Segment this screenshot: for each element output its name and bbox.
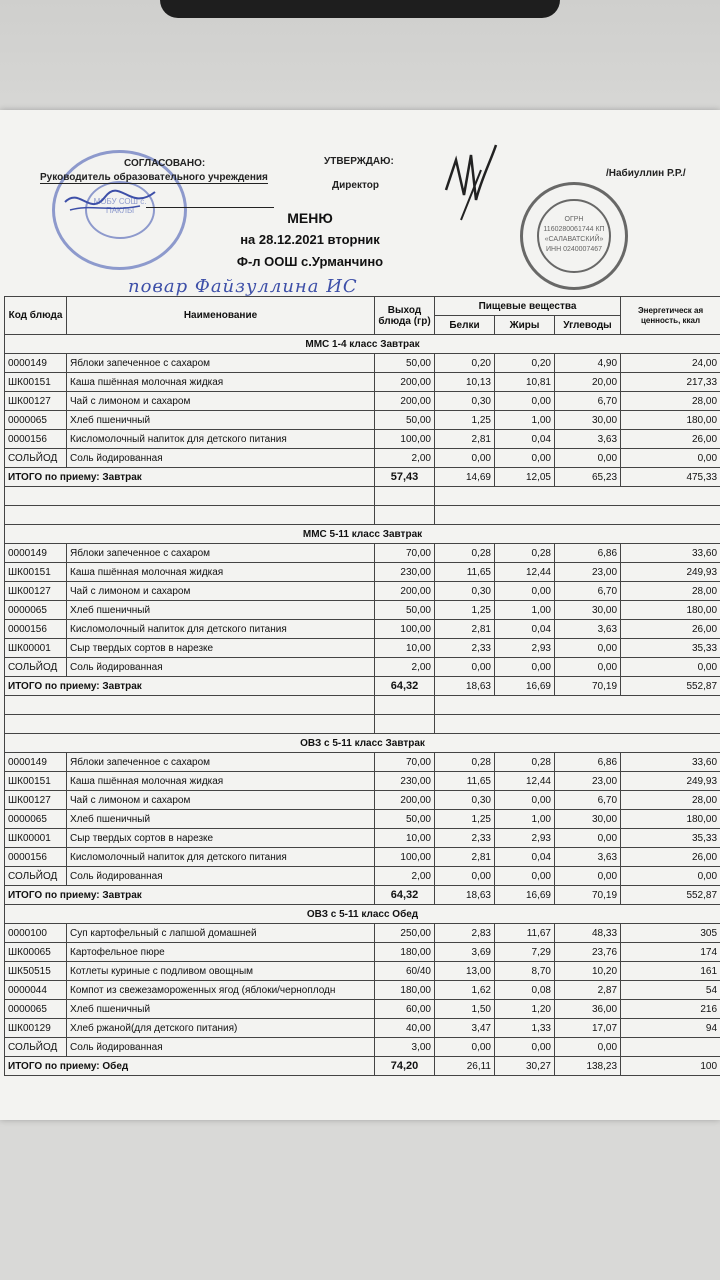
dish-name: Кисломолочный напиток для детского питания: [67, 620, 375, 639]
dish-carbs: 0,00: [555, 829, 621, 848]
dish-carbs: 0,00: [555, 658, 621, 677]
total-protein: 18,63: [435, 886, 495, 905]
total-yield: 64,32: [375, 886, 435, 905]
dish-protein: 0,00: [435, 867, 495, 886]
dish-protein: 10,13: [435, 373, 495, 392]
total-carbs: 70,19: [555, 677, 621, 696]
total-label: ИТОГО по приему: Завтрак: [5, 886, 375, 905]
dish-protein: 3,47: [435, 1019, 495, 1038]
dish-carbs: 17,07: [555, 1019, 621, 1038]
cook-handwriting: повар Файзуллина ИС: [128, 276, 358, 297]
dish-name: Кисломолочный напиток для детского питания: [67, 430, 375, 449]
total-yield: 74,20: [375, 1057, 435, 1076]
dish-fat: 1,00: [495, 601, 555, 620]
table-row: [5, 1038, 720, 1057]
table-row: [5, 582, 720, 601]
dish-yield: 10,00: [375, 639, 435, 658]
col-yield: Выход блюда (гр): [375, 297, 435, 335]
dish-yield: 3,00: [375, 1038, 435, 1057]
dish-fat: 8,70: [495, 962, 555, 981]
empty-row: [5, 696, 720, 715]
dish-energy: 180,00: [621, 601, 720, 620]
dish-name: Суп картофельный с лапшой домашней: [67, 924, 375, 943]
dish-protein: 0,00: [435, 449, 495, 468]
dish-energy: 35,33: [621, 639, 720, 658]
total-yield: 57,43: [375, 468, 435, 487]
dish-yield: 70,00: [375, 544, 435, 563]
dish-code: СОЛЬЙОД: [5, 658, 67, 677]
col-protein: Белки: [435, 316, 495, 335]
dish-carbs: 6,86: [555, 753, 621, 772]
document-title: МЕНЮ: [287, 210, 333, 226]
total-protein: 26,11: [435, 1057, 495, 1076]
dish-yield: 50,00: [375, 411, 435, 430]
table-row: [5, 373, 720, 392]
empty-cell: [5, 696, 375, 715]
dish-carbs: 30,00: [555, 601, 621, 620]
dish-protein: 2,33: [435, 639, 495, 658]
approved-label: СОГЛАСОВАНО:: [124, 158, 206, 169]
dish-energy: 94: [621, 1019, 720, 1038]
dish-energy: 0,00: [621, 449, 720, 468]
table-row: [5, 943, 720, 962]
empty-row: [5, 506, 720, 525]
dish-protein: 1,50: [435, 1000, 495, 1019]
empty-cell: [5, 715, 375, 734]
approve-label: УТВЕРЖДАЮ:: [324, 156, 394, 167]
dish-protein: 0,00: [435, 658, 495, 677]
dish-code: ШК00127: [5, 582, 67, 601]
table-row: [5, 962, 720, 981]
dish-yield: 200,00: [375, 373, 435, 392]
dish-code: 0000065: [5, 411, 67, 430]
dish-carbs: 10,20: [555, 962, 621, 981]
dish-protein: 1,62: [435, 981, 495, 1000]
total-energy: 552,87: [621, 677, 720, 696]
col-code: Код блюда: [5, 297, 67, 335]
total-carbs: 70,19: [555, 886, 621, 905]
table-row: [5, 449, 720, 468]
dish-energy: 24,00: [621, 354, 720, 373]
dish-yield: 250,00: [375, 924, 435, 943]
dish-carbs: 23,00: [555, 772, 621, 791]
dish-carbs: 30,00: [555, 411, 621, 430]
table-row: [5, 829, 720, 848]
table-row: [5, 411, 720, 430]
dish-fat: 0,28: [495, 753, 555, 772]
dish-code: 0000065: [5, 601, 67, 620]
section-header-row: [5, 734, 720, 753]
dish-energy: 26,00: [621, 620, 720, 639]
dish-protein: 0,28: [435, 544, 495, 563]
dish-yield: 70,00: [375, 753, 435, 772]
dish-fat: 0,00: [495, 1038, 555, 1057]
dish-fat: 1,00: [495, 810, 555, 829]
dish-code: 0000156: [5, 620, 67, 639]
total-fat: 16,69: [495, 886, 555, 905]
dish-name: Хлеб ржаной(для детского питания): [67, 1019, 375, 1038]
dish-code: 0000156: [5, 848, 67, 867]
dish-name: Яблоки запеченное с сахаром: [67, 354, 375, 373]
dish-code: ШК00129: [5, 1019, 67, 1038]
table-row: [5, 1019, 720, 1038]
dish-energy: [621, 1038, 720, 1057]
total-fat: 30,27: [495, 1057, 555, 1076]
school-stamp-text: МОБУ СОШ с. ПАКЛЫ: [85, 181, 155, 239]
dish-name: Сыр твердых сортов в нарезке: [67, 639, 375, 658]
table-row: [5, 354, 720, 373]
dish-fat: 1,33: [495, 1019, 555, 1038]
table-row: [5, 791, 720, 810]
total-carbs: 65,23: [555, 468, 621, 487]
total-energy: 100: [621, 1057, 720, 1076]
dish-fat: 10,81: [495, 373, 555, 392]
dish-yield: 180,00: [375, 981, 435, 1000]
total-energy: 552,87: [621, 886, 720, 905]
dish-carbs: 23,76: [555, 943, 621, 962]
col-carbs: Углеводы: [555, 316, 621, 335]
table-row: [5, 753, 720, 772]
dish-protein: 0,20: [435, 354, 495, 373]
dish-energy: 217,33: [621, 373, 720, 392]
dish-name: Хлеб пшеничный: [67, 601, 375, 620]
total-protein: 18,63: [435, 677, 495, 696]
dish-fat: 0,04: [495, 430, 555, 449]
dish-yield: 180,00: [375, 943, 435, 962]
dish-fat: 0,00: [495, 582, 555, 601]
dish-carbs: 6,70: [555, 791, 621, 810]
dish-energy: 0,00: [621, 658, 720, 677]
total-carbs: 138,23: [555, 1057, 621, 1076]
dish-yield: 100,00: [375, 620, 435, 639]
dish-code: 0000149: [5, 753, 67, 772]
dish-fat: 11,67: [495, 924, 555, 943]
dish-name: Соль йодированная: [67, 867, 375, 886]
dish-protein: 2,81: [435, 848, 495, 867]
dish-fat: 1,00: [495, 411, 555, 430]
col-nutrients: Пищевые вещества: [435, 297, 621, 316]
dish-code: СОЛЬЙОД: [5, 1038, 67, 1057]
dish-energy: 33,60: [621, 544, 720, 563]
dish-carbs: 36,00: [555, 1000, 621, 1019]
dish-energy: 0,00: [621, 867, 720, 886]
dish-code: 0000065: [5, 810, 67, 829]
table-row: [5, 639, 720, 658]
menu-body: [5, 335, 720, 1076]
dish-carbs: 0,00: [555, 639, 621, 658]
dish-protein: 1,25: [435, 601, 495, 620]
dish-carbs: 0,00: [555, 449, 621, 468]
col-name: Наименование: [67, 297, 375, 335]
dish-code: ШК00001: [5, 639, 67, 658]
dish-energy: 180,00: [621, 411, 720, 430]
document-date: на 28.12.2021 вторник: [240, 232, 380, 247]
dish-yield: 2,00: [375, 867, 435, 886]
section-header-row: [5, 905, 720, 924]
section-header-row: [5, 335, 720, 354]
section-title: ММС 5-11 класс Завтрак: [5, 525, 720, 544]
table-row: [5, 1000, 720, 1019]
menu-table: [4, 296, 720, 1076]
dish-protein: 13,00: [435, 962, 495, 981]
dish-code: СОЛЬЙОД: [5, 449, 67, 468]
dish-name: Соль йодированная: [67, 449, 375, 468]
dish-name: Сыр твердых сортов в нарезке: [67, 829, 375, 848]
approved-role: Руководитель образовательного учреждения: [40, 172, 268, 183]
dish-code: ШК50515: [5, 962, 67, 981]
dish-energy: 33,60: [621, 753, 720, 772]
empty-cell: [435, 715, 720, 734]
dish-energy: 249,93: [621, 563, 720, 582]
dish-carbs: 3,63: [555, 430, 621, 449]
empty-cell: [375, 696, 435, 715]
table-row: [5, 620, 720, 639]
dish-carbs: 23,00: [555, 563, 621, 582]
dish-fat: 0,04: [495, 620, 555, 639]
dish-name: Чай с лимоном и сахаром: [67, 791, 375, 810]
dish-fat: 0,04: [495, 848, 555, 867]
section-title: ОВЗ с 5-11 класс Завтрак: [5, 734, 720, 753]
table-row: [5, 848, 720, 867]
dish-carbs: 3,63: [555, 620, 621, 639]
empty-cell: [375, 487, 435, 506]
total-energy: 475,33: [621, 468, 720, 487]
dish-energy: 180,00: [621, 810, 720, 829]
dish-yield: 200,00: [375, 392, 435, 411]
dish-carbs: 3,63: [555, 848, 621, 867]
dish-protein: 0,30: [435, 791, 495, 810]
dish-protein: 0,30: [435, 582, 495, 601]
dish-fat: 2,93: [495, 639, 555, 658]
total-row: [5, 1057, 720, 1076]
dish-yield: 100,00: [375, 430, 435, 449]
table-header-row: [5, 297, 720, 316]
dish-name: Картофельное пюре: [67, 943, 375, 962]
dish-fat: 1,20: [495, 1000, 555, 1019]
total-row: [5, 677, 720, 696]
dish-energy: 216: [621, 1000, 720, 1019]
dish-fat: 7,29: [495, 943, 555, 962]
empty-row: [5, 487, 720, 506]
table-row: [5, 544, 720, 563]
dish-carbs: 2,87: [555, 981, 621, 1000]
dish-carbs: 6,86: [555, 544, 621, 563]
dish-yield: 60/40: [375, 962, 435, 981]
dish-yield: 100,00: [375, 848, 435, 867]
dish-yield: 50,00: [375, 354, 435, 373]
empty-cell: [435, 487, 720, 506]
dish-code: 0000149: [5, 544, 67, 563]
dish-protein: 2,81: [435, 430, 495, 449]
dish-protein: 3,69: [435, 943, 495, 962]
dish-protein: 2,33: [435, 829, 495, 848]
dish-code: СОЛЬЙОД: [5, 867, 67, 886]
total-row: [5, 886, 720, 905]
dish-protein: 2,83: [435, 924, 495, 943]
empty-cell: [5, 506, 375, 525]
dish-protein: 0,30: [435, 392, 495, 411]
dish-yield: 200,00: [375, 582, 435, 601]
dish-yield: 2,00: [375, 658, 435, 677]
dish-energy: 161: [621, 962, 720, 981]
dish-name: Соль йодированная: [67, 658, 375, 677]
table-row: [5, 430, 720, 449]
dish-energy: 26,00: [621, 430, 720, 449]
dish-yield: 40,00: [375, 1019, 435, 1038]
school-name: Ф-л ООШ с.Урманчино: [236, 254, 384, 269]
dish-protein: 0,00: [435, 1038, 495, 1057]
total-row: [5, 468, 720, 487]
dish-energy: 305: [621, 924, 720, 943]
total-fat: 12,05: [495, 468, 555, 487]
dish-protein: 11,65: [435, 772, 495, 791]
total-protein: 14,69: [435, 468, 495, 487]
dish-name: Хлеб пшеничный: [67, 810, 375, 829]
dish-fat: 0,08: [495, 981, 555, 1000]
empty-row: [5, 715, 720, 734]
dish-fat: 0,28: [495, 544, 555, 563]
empty-cell: [435, 506, 720, 525]
total-yield: 64,32: [375, 677, 435, 696]
table-row: [5, 601, 720, 620]
dish-name: Яблоки запеченное с сахаром: [67, 753, 375, 772]
director-name: /Набиуллин Р.Р./: [606, 168, 686, 179]
dish-code: ШК00151: [5, 563, 67, 582]
dish-energy: 26,00: [621, 848, 720, 867]
dish-energy: 249,93: [621, 772, 720, 791]
dish-fat: 0,00: [495, 867, 555, 886]
dish-name: Чай с лимоном и сахаром: [67, 582, 375, 601]
dish-fat: 0,00: [495, 392, 555, 411]
dish-code: ШК00151: [5, 373, 67, 392]
dish-fat: 0,00: [495, 658, 555, 677]
dish-yield: 10,00: [375, 829, 435, 848]
dish-fat: 0,00: [495, 791, 555, 810]
dish-carbs: 6,70: [555, 582, 621, 601]
dish-carbs: 0,00: [555, 1038, 621, 1057]
dish-yield: 230,00: [375, 563, 435, 582]
dish-carbs: 48,33: [555, 924, 621, 943]
dish-carbs: 0,00: [555, 867, 621, 886]
dish-carbs: 30,00: [555, 810, 621, 829]
dish-carbs: 4,90: [555, 354, 621, 373]
dish-yield: 50,00: [375, 601, 435, 620]
dish-fat: 0,20: [495, 354, 555, 373]
dish-protein: 11,65: [435, 563, 495, 582]
approved-signature-line: [146, 196, 274, 208]
table-row: [5, 658, 720, 677]
dish-name: Соль йодированная: [67, 1038, 375, 1057]
dish-protein: 1,25: [435, 411, 495, 430]
dish-fat: 12,44: [495, 563, 555, 582]
table-row: [5, 392, 720, 411]
dish-energy: 28,00: [621, 582, 720, 601]
col-energy: Энергетическ ая ценность, ккал: [621, 297, 720, 335]
dish-yield: 50,00: [375, 810, 435, 829]
dish-energy: 28,00: [621, 392, 720, 411]
director-label: Директор: [332, 180, 379, 191]
dish-yield: 2,00: [375, 449, 435, 468]
dish-carbs: 6,70: [555, 392, 621, 411]
section-title: ОВЗ с 5-11 класс Обед: [5, 905, 720, 924]
dish-yield: 200,00: [375, 791, 435, 810]
table-row: [5, 924, 720, 943]
dish-protein: 1,25: [435, 810, 495, 829]
total-fat: 16,69: [495, 677, 555, 696]
background-bottom: [0, 1110, 720, 1280]
dish-energy: 174: [621, 943, 720, 962]
dish-name: Компот из свежезамороженных ягод (яблоки/черноплодн: [67, 981, 375, 1000]
empty-cell: [435, 696, 720, 715]
dish-code: ШК00151: [5, 772, 67, 791]
table-row: [5, 772, 720, 791]
dish-name: Хлеб пшеничный: [67, 1000, 375, 1019]
total-label: ИТОГО по приему: Завтрак: [5, 677, 375, 696]
table-row: [5, 981, 720, 1000]
dish-name: Каша пшённая молочная жидкая: [67, 563, 375, 582]
empty-cell: [5, 487, 375, 506]
dish-name: Каша пшённая молочная жидкая: [67, 373, 375, 392]
dish-code: ШК00127: [5, 791, 67, 810]
dish-protein: 0,28: [435, 753, 495, 772]
dish-energy: 28,00: [621, 791, 720, 810]
dish-carbs: 20,00: [555, 373, 621, 392]
dish-code: 0000065: [5, 1000, 67, 1019]
table-row: [5, 867, 720, 886]
dish-name: Каша пшённая молочная жидкая: [67, 772, 375, 791]
company-stamp-text: ОГРН 1160280061744 КП «САЛАВАТСКИЙ» ИНН 0240007467: [537, 199, 611, 273]
dish-energy: 35,33: [621, 829, 720, 848]
col-fat: Жиры: [495, 316, 555, 335]
total-label: ИТОГО по приему: Завтрак: [5, 468, 375, 487]
dish-code: 0000044: [5, 981, 67, 1000]
dish-energy: 54: [621, 981, 720, 1000]
dish-name: Кисломолочный напиток для детского питания: [67, 848, 375, 867]
dish-yield: 230,00: [375, 772, 435, 791]
dish-name: Чай с лимоном и сахаром: [67, 392, 375, 411]
empty-cell: [375, 715, 435, 734]
dish-code: ШК00065: [5, 943, 67, 962]
dish-name: Хлеб пшеничный: [67, 411, 375, 430]
dish-code: 0000100: [5, 924, 67, 943]
table-row: [5, 810, 720, 829]
dish-name: Котлеты куриные с подливом овощным: [67, 962, 375, 981]
dish-yield: 60,00: [375, 1000, 435, 1019]
dish-name: Яблоки запеченное с сахаром: [67, 544, 375, 563]
section-title: ММС 1-4 класс Завтрак: [5, 335, 720, 354]
table-row: [5, 563, 720, 582]
dish-code: ШК00127: [5, 392, 67, 411]
dish-fat: 12,44: [495, 772, 555, 791]
dish-fat: 2,93: [495, 829, 555, 848]
section-header-row: [5, 525, 720, 544]
total-label: ИТОГО по приему: Обед: [5, 1057, 375, 1076]
dish-protein: 2,81: [435, 620, 495, 639]
dish-code: 0000156: [5, 430, 67, 449]
dish-code: 0000149: [5, 354, 67, 373]
dish-code: ШК00001: [5, 829, 67, 848]
dish-fat: 0,00: [495, 449, 555, 468]
empty-cell: [375, 506, 435, 525]
